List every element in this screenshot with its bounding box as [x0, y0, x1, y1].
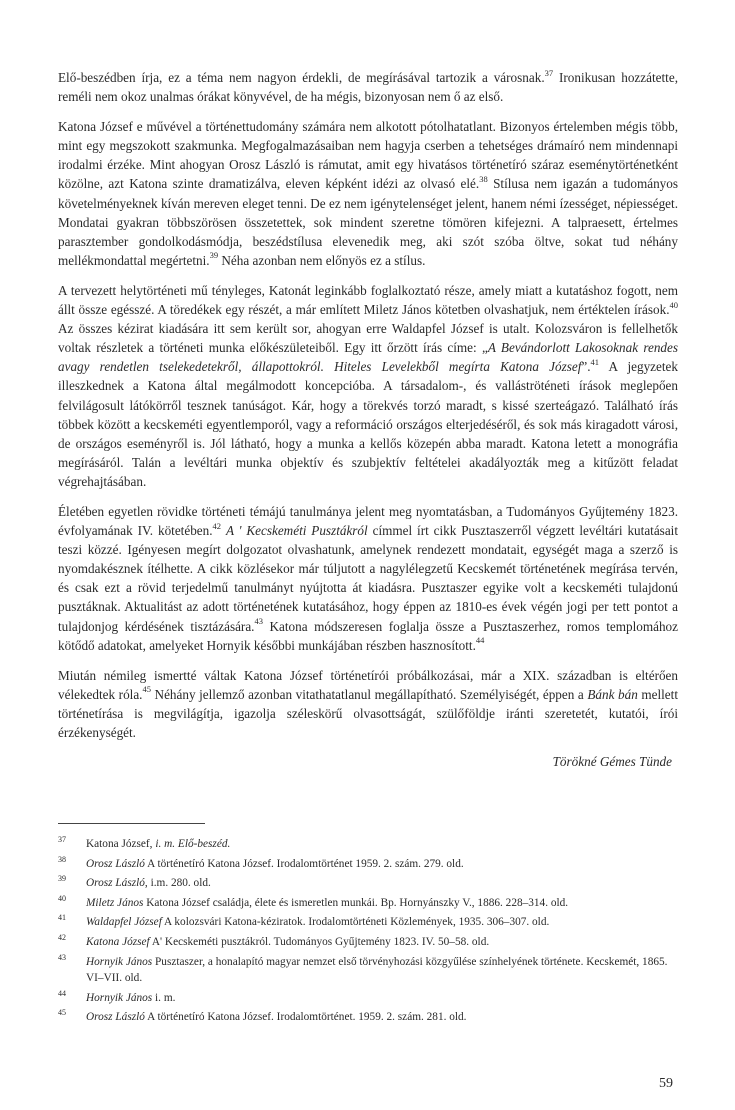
footnote-number: 42: [58, 932, 66, 942]
footnote-text: [86, 934, 678, 951]
italic-text: A ' Kecskeméti Pusztákról: [225, 523, 368, 539]
footnote: [58, 1009, 678, 1026]
footnote-text: [86, 895, 678, 912]
text-run: A történetíró Katona József. Irodalomtörténet 1959. 2. szám. 279. old.: [144, 857, 464, 870]
text-run: Az összes kézirat kiadására itt sem került sor, ahogyan erre Waldapfel József is utalt. Kolozsváron is fellelhetők voltak részletek a történeti munka előkészületeiből. Egy itt őrzött írás címe: „: [58, 321, 678, 356]
footnote: [58, 914, 678, 931]
footnote-reference: 41: [590, 356, 600, 367]
footnote-reference: 44: [475, 635, 485, 646]
footnote-reference: 38: [479, 174, 488, 185]
footnotes: [58, 836, 678, 1029]
text-run: Katona József családja, élete és ismeretlen munkái. Bp. Hornyánszky V., 1886. 228–314. old.: [143, 896, 569, 909]
footnote: [58, 875, 678, 892]
footnote-number: 45: [58, 1008, 66, 1018]
main-text: [58, 68, 678, 771]
footnote-number: 44: [58, 988, 66, 998]
text-run: ”.: [581, 359, 591, 375]
italic-text: Orosz László: [86, 877, 145, 890]
footnote-number: 40: [58, 893, 66, 903]
footnote-number: 37: [58, 835, 66, 844]
footnote-text: [86, 990, 678, 1007]
paragraph: [58, 281, 678, 491]
footnote-text: [86, 1009, 678, 1026]
italic-text: Hornyik János: [86, 991, 153, 1004]
footnote-reference: 40: [669, 299, 678, 310]
text-run: Pusztaszer, a honalapító magyar nemzet első törvényhozási közgyűlése színhelyének története. Kecskemét, 1865. VI–VII. old.: [86, 955, 668, 985]
text-run: mellett történetírása is megvilágítja, igazolja széleskörű olvasottságát, szülőföldje iránti szeretetét, kutatói, írói érzékenységét.: [58, 686, 678, 740]
footnote: [58, 934, 678, 951]
paragraph: [58, 68, 678, 106]
footnote-reference: 43: [254, 616, 263, 627]
italic-text: Bánk bán: [587, 686, 638, 702]
italic-text: Waldapfel József: [86, 916, 162, 929]
footnote-reference: 39: [209, 250, 219, 261]
footnote-text: [86, 954, 678, 987]
footnote: [58, 954, 678, 987]
text-run: Stílusa nem igazán a tudományos követelményeknek kíván mereven eleget tenni. De ez nem igénytelenséget jelent, hanem némi ízességet, népiességet. Mondatai gyakran többszörösen összetettek, sok mindent szeretne tömören kifejezni. A talpraesett, értelmes parasztember gondolkodásmódja, beszédstílusa elevenedik meg, aki szót szóba öltve, sokat tud néhány mellékmondattal megértetni.: [58, 176, 678, 268]
footnote-separator: [58, 823, 205, 824]
author-signature: Törökné Gémes Tünde: [552, 754, 672, 770]
text-run: Néha azonban nem előnyös ez a stílus.: [218, 252, 426, 268]
italic-text: Hornyik János: [86, 955, 153, 968]
text-run: Elő-beszédben írja, ez a téma nem nagyon érdekli, de megírásával tartozik a városnak.: [58, 70, 545, 85]
italic-text: Miletz János: [86, 896, 144, 909]
footnote-text: [86, 836, 678, 853]
italic-text: Katona József: [86, 935, 150, 948]
text-run: Életében egyetlen rövidke történeti témájú tanulmánya jelent meg nyomtatásban, a Tudományos Gyűjtemény 1823. évfolyamának IV. kötetében.: [58, 503, 678, 539]
footnote-number: 41: [58, 913, 66, 923]
paragraph: [58, 666, 678, 742]
paragraph: [58, 502, 678, 655]
text-run: Miután némileg ismertté váltak Katona József történetírói próbálkozásai, már a XIX. században is eltérően vélekedtek róla.: [58, 667, 678, 702]
footnote-text: [86, 914, 678, 931]
footnote-reference: 45: [142, 684, 151, 695]
text-run: i. m.: [152, 991, 176, 1004]
footnote: [58, 856, 678, 873]
text-run: Néhány jellemző azonban vitathatatlanul megállapítható. Személyiségét, éppen a: [150, 686, 588, 702]
text-run: A kolozsvári Katona-kéziratok. Irodalomtörténeti Közlemények, 1935. 306–307. old.: [161, 916, 550, 929]
italic-text: A Bevándorlott Lakosoknak rendes avagy rendetlen tselekedetekről, állapottokról. Hiteles Levelekből megírta Katona József: [58, 340, 679, 375]
text-run: A tervezett helytörténeti mű tényleges, Katonát leginkább foglalkoztató része, amely miatt a kutatáshoz fogott, nem állt össze egésszé. A töredékek egy részét, a már említett Miletz János kötetben olvashatjuk, nem értéktelen írások.: [58, 282, 678, 318]
italic-text: i. m. Elő-beszéd.: [155, 838, 231, 850]
footnote: [58, 895, 678, 912]
text-run: címmel írt cikk Pusztaszerről végzett levéltári kutatásait teszi közzé. Igényesen megírt dolgozatot olvashatunk, amelynek rendezett mondatait, egységét maga a szerző is nyomdakésznek ítélhette. A cikk közlésekor már túljutott a nagylélegzetű Kecskemét történetének megírása tervén, és csak ezt a rövid terjedelmű tanulmányt nyújtotta át kiadásra. Pusztaszer egyike volt a kecskeméti tulajdonú pusztáknak. Aktualitást az adott történetének kutatásához, hogy éppen az 1810-es évek végén jogi per tett pontot a tulajdonjog kérdésének tisztázására.: [58, 523, 678, 634]
text-run: Katona módszeresen foglalja össze a Pusztaszerhez, romos templomához kötődő adatokat, amelyeket Hornyik későbbi munkájában részben hasznosított.: [58, 618, 678, 653]
text-run: A jegyzetek illeszkednek a Katona által megálmodott koncepcióba. A társadalom-, és valláströténeti írások meglepően felvilágosult látókörről tesznek tanúságot. Kár, hogy a törekvés torzó maradt, s kissé szerteágazó. Található írás többek között a kecskeméti egyentlemporól, vagy a reformáció országos elterjedéséről, és sok más kiragadott városi, de országos eseményről is. Jól látható, hogy a munka a kellős közepén abba maradt. Katona letett a monográfia megírásáról. Talán a levéltári munka objektív és szubjektív feltételei akadályozták meg a kitűzött feladat végrehajtásában.: [58, 359, 678, 489]
text-run: Katona József,: [86, 838, 156, 850]
italic-text: Orosz László: [86, 857, 145, 870]
footnote-reference: 37: [544, 67, 554, 78]
text-run: , i.m. 280. old.: [144, 877, 211, 890]
paragraph: [58, 117, 678, 270]
footnote-text: [86, 856, 678, 873]
text-run: Ironikusan hozzátette, reméli nem okoz unalmas órákat könyvével, de ha mégis, bizonyosan nem ő az első.: [58, 70, 678, 105]
footnote-number: 38: [58, 854, 66, 864]
text-run: Katona József e művével a történettudomány számára nem alkotott pótolhatatlant. Bizonyos értelemben mégis több, mint egy megszokott szakmunka. Megfogalmazásaiban nem hagyja cserben a tehetséges drámaíró nem mindennapi irodalmi érzéke. Mint ahogyan Orosz László is rámutat, amit egy hivatásos történetíró száraz eseménytörténetként közölne, azt Katona szinte dramatizálva, eleven képként idézi az olvasó elé.: [58, 119, 678, 192]
footnote-reference: 42: [212, 520, 222, 531]
footnote-number: 39: [58, 874, 66, 884]
text-run: A' Kecskeméti pusztákról. Tudományos Gyűjtemény 1823. IV. 50–58. old.: [149, 935, 490, 948]
footnote-text: [86, 875, 678, 892]
italic-text: Orosz László: [86, 1011, 145, 1024]
footnote-number: 43: [58, 952, 66, 962]
footnote: [58, 836, 678, 853]
page-number: 59: [659, 1076, 673, 1091]
footnote: [58, 990, 678, 1007]
text-run: A történetíró Katona József. Irodalomtörténet. 1959. 2. szám. 281. old.: [144, 1011, 467, 1024]
